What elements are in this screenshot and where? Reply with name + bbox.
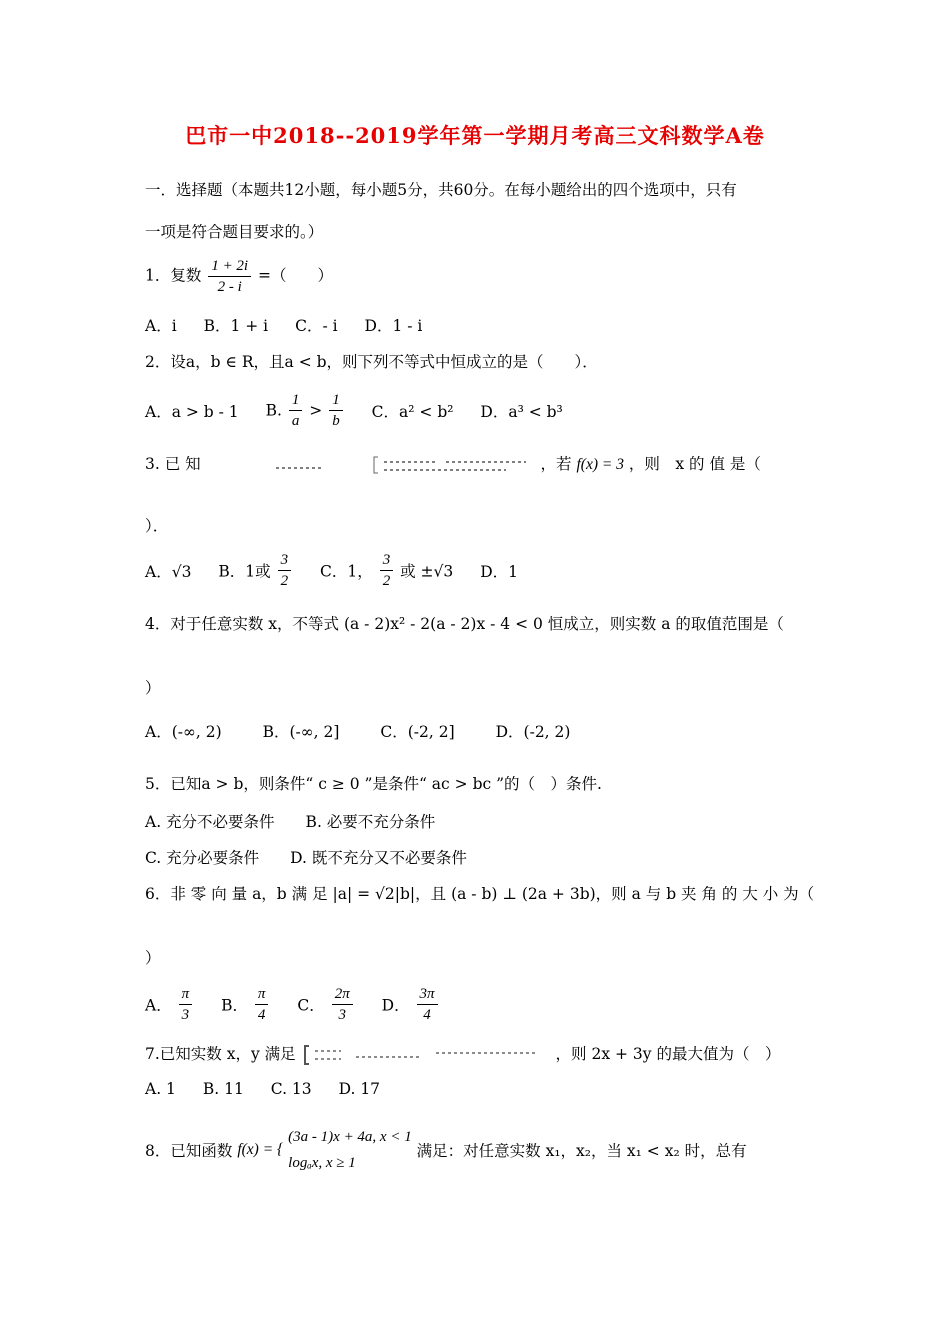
- q6-d-numerator: 3π: [417, 984, 438, 1005]
- q3-option-c-prefix: C．1，: [320, 562, 373, 581]
- question-4: 4．对于任意实数 x，不等式 (a - 2)x² - 2(a - 2)x - 4 < 0 恒成立，则实数 a 的取值范围是（: [145, 615, 784, 633]
- section-intro-line-1: 一．选择题（本题共12小题，每小题5分，共60分。在每小题给出的四个选项中，只有: [145, 181, 737, 199]
- q2-options: [145, 390, 585, 431]
- question-8: [145, 1124, 747, 1176]
- q8-piecewise-cases: [288, 1124, 412, 1176]
- q7-option-d: D. 17: [338, 1080, 381, 1098]
- q2-option-c: C．a² < b²: [371, 402, 454, 421]
- q2-b-denominator-2: b: [332, 413, 340, 429]
- q1-suffix: =（ ）: [258, 266, 334, 285]
- q8-suffix: 满足：对任意实数 x₁，x₂，当 x₁ < x₂ 时，总有: [416, 1142, 747, 1160]
- q3-option-b-prefix: B．1或: [218, 562, 271, 581]
- q6-options: [145, 984, 462, 1025]
- q1-option-a: A．i: [145, 317, 177, 335]
- q3-prefix: 3. 已 知: [145, 455, 201, 473]
- q6-option-c: [297, 984, 354, 1025]
- q7-constraint-system-image: [301, 1043, 551, 1067]
- question-7: [145, 1042, 780, 1067]
- q1-prefix: 1．复数: [145, 266, 202, 285]
- q3-option-c-suffix: 或 ±√3: [400, 562, 454, 581]
- question-5: 5．已知a > b，则条件“ c ≥ 0 ”是条件“ ac > bc ”的（ ）条件.: [145, 775, 602, 793]
- q1-fraction: [208, 256, 251, 297]
- q3-option-c: [320, 550, 453, 591]
- q2-option-b-frac-2: [329, 390, 343, 431]
- q3-c-numerator: 3: [380, 550, 394, 571]
- q6-b-denominator: 4: [257, 1007, 266, 1023]
- q3-option-b: [218, 550, 293, 591]
- q3-options: [145, 550, 540, 591]
- q6-option-d: [382, 984, 440, 1025]
- q2-b-numerator-1: 1: [289, 390, 303, 411]
- q4-line-2: ）: [145, 679, 161, 697]
- q3-mid: ，若: [540, 455, 572, 473]
- q6-option-a-frac: [179, 984, 193, 1025]
- q3-option-b-frac: [278, 550, 292, 591]
- q3-suffix: ，则 x 的 值 是（: [628, 455, 761, 473]
- q5-options-row-2: C. 充分必要条件 D. 既不充分又不必要条件: [145, 849, 467, 867]
- q1-option-c: C．- i: [295, 317, 338, 335]
- q6-option-b-frac: [255, 984, 269, 1025]
- q1-numerator: 1 + 2i: [208, 256, 251, 277]
- q3-condition: f(x) = 3: [576, 456, 624, 473]
- q6-a-denominator: 3: [181, 1007, 190, 1023]
- q4-option-c: C．(-2, 2]: [380, 723, 455, 741]
- question-2: 2．设a，b ∈ R，且a < b，则下列不等式中恒成立的是（ ）．: [145, 353, 598, 371]
- q8-function: f(x) = {: [237, 1141, 284, 1158]
- q3-option-d: D．1: [480, 562, 519, 581]
- q6-b-numerator: π: [255, 984, 269, 1005]
- q1-denominator: 2 - i: [217, 279, 242, 295]
- q3-option-a: A．√3: [145, 562, 192, 581]
- q1-option-b: B．1 + i: [203, 317, 269, 335]
- q5-options-row-1: A. 充分不必要条件 B. 必要不充分条件: [145, 813, 436, 831]
- q6-option-c-label: C．: [297, 996, 325, 1015]
- q4-option-a: A．(-∞, 2): [145, 723, 222, 741]
- question-1: [145, 256, 333, 297]
- q2-b-operator: >: [309, 401, 323, 420]
- question-6: 6．非 零 向 量 a，b 满 足 |a| = √2|b|，且 (a - b) ⊥ (2a + 3b)，则 a 与 b 夹 角 的 大 小 为（: [145, 885, 815, 903]
- section-intro-line-2: 一项是符合题目要求的。）: [145, 223, 324, 241]
- q3-b-numerator: 3: [278, 550, 292, 571]
- q3-line-2: ）．: [145, 517, 169, 535]
- q4-option-d: D．(-2, 2): [495, 723, 571, 741]
- q2-option-b-label: B.: [265, 401, 282, 420]
- q3-option-c-frac: [380, 550, 394, 591]
- q6-d-denominator: 4: [423, 1007, 431, 1023]
- q7-option-b: B. 11: [202, 1080, 244, 1098]
- q3-piecewise-function-image: [206, 454, 536, 476]
- q6-option-a-label: A．: [145, 996, 172, 1015]
- q7-options: [145, 1080, 402, 1098]
- q3-c-denominator: 2: [382, 573, 391, 589]
- q4-option-b: B．(-∞, 2]: [262, 723, 340, 741]
- q8-case-1: (3a - 1)x + 4a, x < 1: [288, 1129, 412, 1145]
- q1-options: [145, 314, 444, 336]
- exam-title: 巴市一中2018--2019学年第一学期月考高三文科数学A卷: [185, 123, 765, 148]
- q7-option-c: C. 13: [270, 1080, 312, 1098]
- q6-option-c-frac: [332, 984, 353, 1025]
- q6-option-a: [145, 984, 194, 1025]
- q7-option-a: A. 1: [145, 1080, 176, 1098]
- q8-case-2: logₐx, x ≥ 1: [288, 1155, 356, 1171]
- q6-option-b-label: B．: [221, 996, 248, 1015]
- q2-b-numerator-2: 1: [329, 390, 343, 411]
- q6-option-d-label: D．: [381, 996, 410, 1015]
- q7-prefix: 7.已知实数 x，y 满足: [145, 1045, 296, 1063]
- question-3: [145, 452, 810, 476]
- q2-option-d: D．a³ < b³: [480, 402, 563, 421]
- q2-option-b: [266, 390, 345, 431]
- q3-b-denominator: 2: [280, 573, 289, 589]
- q4-options: [145, 720, 592, 742]
- q6-a-numerator: π: [179, 984, 193, 1005]
- q8-prefix: 8．已知函数: [145, 1142, 233, 1160]
- q6-option-d-frac: [417, 984, 438, 1025]
- q2-option-b-frac-1: [289, 390, 303, 431]
- q6-line-2: ）: [145, 949, 161, 967]
- q1-option-d: D．1 - i: [364, 317, 423, 335]
- q6-option-b: [221, 984, 270, 1025]
- q7-suffix: ，则 2x + 3y 的最大值为（ ）: [555, 1045, 781, 1063]
- q2-option-a: A．a > b - 1: [145, 402, 239, 421]
- q6-c-denominator: 3: [338, 1007, 346, 1023]
- q2-b-denominator-1: a: [291, 413, 300, 429]
- q6-c-numerator: 2π: [332, 984, 353, 1005]
